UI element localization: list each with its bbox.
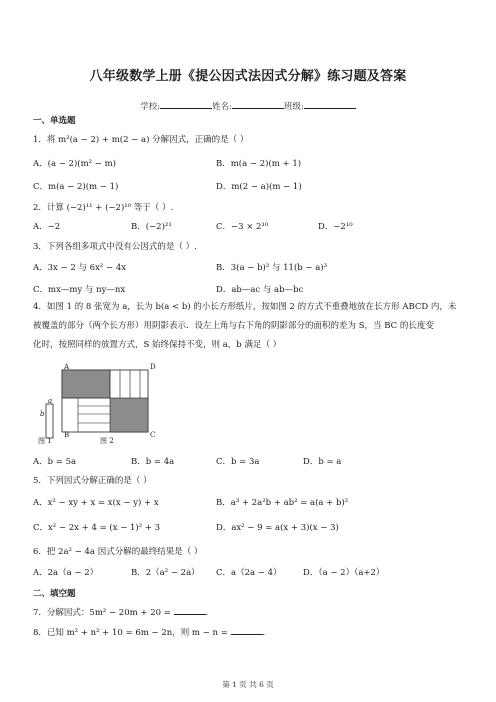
question-8-end: .	[262, 628, 266, 638]
question-5-option-d[interactable]: D．ax² − 9 = a(x + 3)(x − 3)	[216, 523, 339, 533]
figure-1-caption: 图 1	[38, 437, 52, 445]
question-5-stem: 5．下列因式分解正确的是（ ）	[33, 476, 152, 486]
question-1-option-b[interactable]: B．m(a − 2)(m + 1)	[216, 159, 302, 169]
question-7-stem: 7．分解因式：5m² − 20m + 20 =	[33, 608, 171, 618]
figure-2-shaded-bottom-right	[110, 398, 148, 432]
figure-label-b-length: b	[40, 410, 45, 418]
school-label: 学校:	[140, 102, 161, 112]
question-6-stem: 6．把 2a² − 4a 因式分解的最终结果是（ ）	[33, 547, 203, 557]
figure-1-rectangle	[46, 404, 53, 438]
figure-2-shaded-top-left	[62, 370, 110, 398]
question-4-stem	[33, 298, 465, 355]
question-7-answer-blank[interactable]	[174, 606, 206, 615]
question-2-stem: 2．计算 (−2)¹¹ + (−2)¹⁰ 等于（ ）.	[33, 203, 174, 213]
question-8	[33, 626, 265, 638]
question-4-stem-line-2: 被覆盖的部分（两个长方形）用阴影表示．设左上角与右下角的阴影部分的面积的差为 S，当 BC 的长度变	[33, 321, 434, 331]
question-8-stem: 8．已知 m² + n² + 10 = 6m − 2n，则 m − n =	[33, 628, 228, 638]
question-4-option-a[interactable]: A．b = 5a	[33, 457, 77, 467]
question-5-option-b[interactable]: B．a³ + 2a²b + ab² = a(a + b)²	[216, 498, 349, 508]
question-1-option-a[interactable]: A．(a − 2)(m² − m)	[33, 159, 116, 169]
question-2-option-a[interactable]: A．−2	[33, 222, 61, 232]
figure-2-caption: 图 2	[100, 437, 114, 445]
student-info-line	[0, 100, 496, 112]
class-label: 班级:	[283, 102, 304, 112]
school-blank[interactable]	[160, 100, 212, 109]
question-3-option-d[interactable]: D．ab—ac 与 ab—bc	[216, 285, 304, 295]
question-4-option-c[interactable]: C．b = 3a	[216, 457, 260, 467]
question-2-option-c[interactable]: C．−3 × 2¹⁰	[216, 222, 269, 232]
question-1-option-c[interactable]: C．m(a − 2)(m − 1)	[33, 182, 119, 192]
question-3-option-a[interactable]: A．3x − 2 与 6x² − 4x	[33, 263, 127, 273]
figure-label-b-vertex: B	[64, 431, 70, 439]
document-title: 八年级数学上册《提公因式法因式分解》练习题及答案	[89, 69, 407, 84]
question-4-option-b[interactable]: B．b = 4a	[131, 457, 175, 467]
question-7	[33, 606, 208, 618]
question-3-option-b[interactable]: B．3(a − b)² 与 11(b − a)³	[216, 263, 328, 273]
question-6-option-c[interactable]: C．a（2a − 4）	[216, 568, 282, 578]
figure-label-a-vertex: A	[64, 363, 70, 371]
question-3-option-c[interactable]: C．mx—my 与 ny—nx	[33, 285, 126, 295]
question-5-option-c[interactable]: C．x² − 2x + 4 = (x − 1)² + 3	[33, 523, 161, 533]
figure-label-d-vertex: D	[150, 363, 156, 371]
question-8-answer-blank[interactable]	[231, 626, 263, 635]
section-heading-fill-in: 二、填空题	[33, 589, 76, 599]
question-5-option-a[interactable]: A．x² − xy + x = x(x − y) + x	[33, 498, 159, 508]
question-6-option-a[interactable]: A．2a（a − 2）	[33, 568, 99, 578]
question-6-option-b[interactable]: B．2（a² − 2a）	[131, 568, 200, 578]
question-3-stem: 3．下列各组多项式中没有公因式的是（ ）.	[33, 242, 197, 252]
question-4-option-d[interactable]: D．b = a	[303, 457, 342, 467]
page-footer: 第 1 页 共 6 页	[222, 680, 274, 689]
question-1-option-d[interactable]: D．m(2 − a)(m − 1)	[216, 182, 302, 192]
figure-label-a-width: a	[48, 397, 53, 405]
question-2-option-b[interactable]: B．(−2)²¹	[131, 222, 172, 232]
section-heading-single-choice: 一、单选题	[33, 116, 76, 126]
question-2-option-d[interactable]: D．−2¹⁰	[318, 222, 353, 232]
figure-label-c-vertex: C	[150, 431, 156, 439]
question-4-stem-line-1: 4．如图 1 的 8 张宽为 a，长为 b(a < b) 的小长方形纸片，按如图 2 的方式不重叠地放在长方形 ABCD 内，未	[33, 302, 457, 312]
class-blank[interactable]	[304, 100, 356, 109]
question-7-end: .	[205, 608, 209, 618]
question-4-stem-line-3: 化时，按照同样的放置方式，S 始终保持不变，则 a，b 满足（ ）	[33, 340, 282, 350]
name-label: 姓名:	[212, 102, 232, 112]
question-1-stem: 1．将 m²(a − 2) + m(2 − a) 分解因式，正确的是（ ）	[33, 135, 249, 145]
name-blank[interactable]	[232, 100, 284, 109]
question-6-option-d[interactable]: D．（a − 2）（a+2）	[303, 568, 385, 578]
